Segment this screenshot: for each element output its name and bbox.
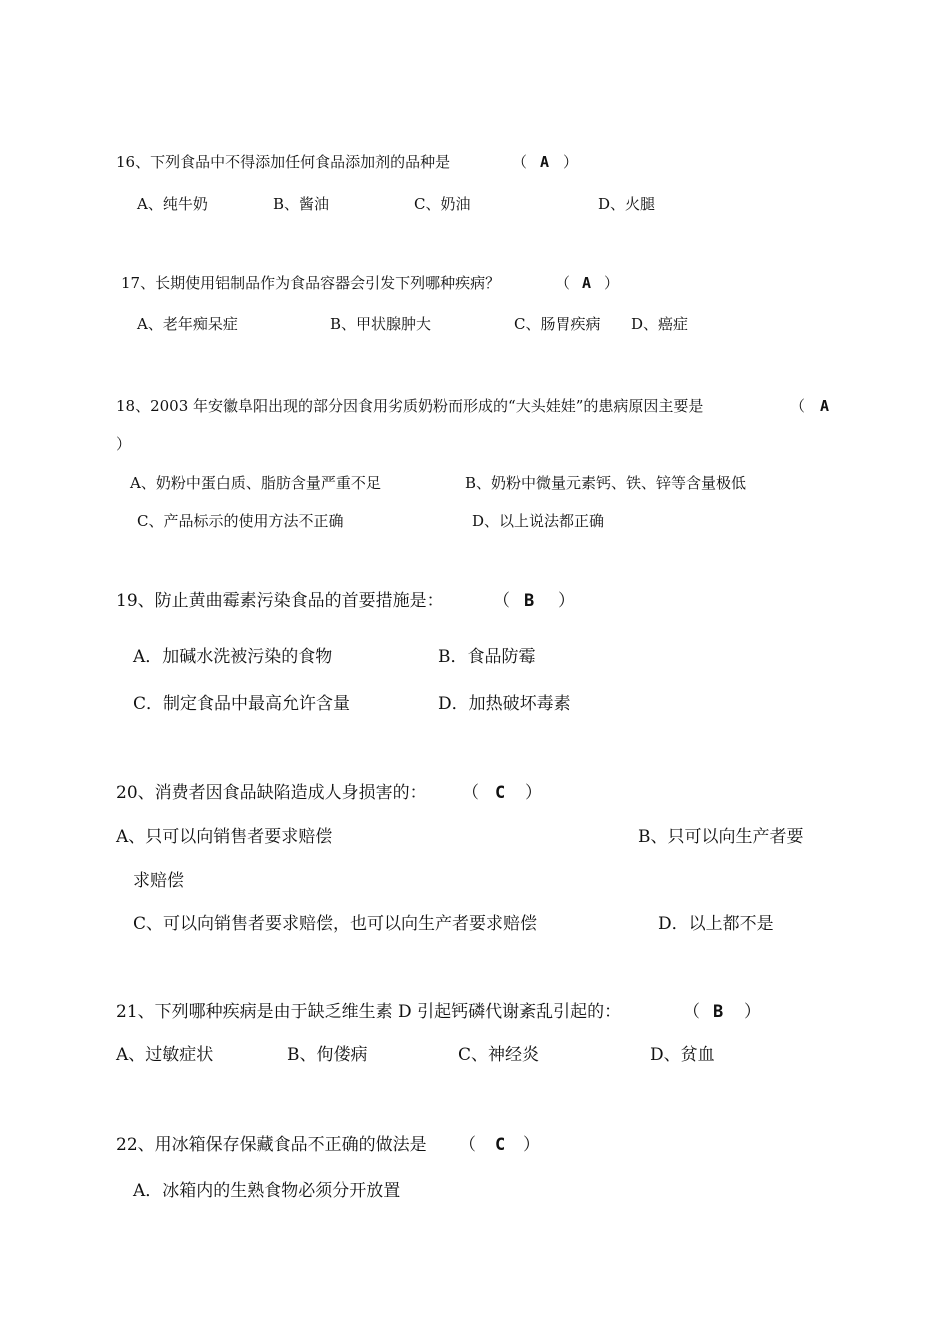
question-21-option-b: B、佝偻病: [287, 1045, 368, 1065]
question-16-paren-close: ）: [563, 153, 579, 171]
question-18-answer: A: [820, 397, 830, 415]
question-16-stem: 16、下列食品中不得添加任何食品添加剂的品种是: [116, 153, 451, 171]
question-19-option-d: D．加热破坏毒素: [438, 694, 571, 714]
question-20-option-c: C、可以向销售者要求赔偿，也可以向生产者要求赔偿: [133, 914, 538, 934]
question-22-paren-open: （: [459, 1135, 476, 1155]
question-19-paren-close: ）: [558, 591, 575, 611]
question-17-stem: 17、长期使用铝制品作为食品容器会引发下列哪种疾病？: [121, 274, 501, 292]
question-19-answer: B: [524, 591, 535, 611]
question-20-stem: 20、消费者因食品缺陷造成人身损害的：: [116, 783, 427, 803]
question-20-option-d: D．以上都不是: [658, 914, 774, 934]
question-20-answer: C: [495, 783, 506, 803]
question-17-paren-close: ）: [604, 274, 620, 292]
question-20-option-b: B、只可以向生产者要: [638, 827, 804, 847]
question-17-answer: A: [582, 274, 592, 292]
question-21-option-c: C、神经炎: [458, 1045, 540, 1065]
question-20-paren-close: ）: [525, 783, 542, 803]
question-22-option-a: A．冰箱内的生熟食物必须分开放置: [133, 1181, 401, 1201]
question-20-paren-open: （: [462, 783, 479, 803]
question-17-option-d: D、癌症: [631, 315, 689, 333]
question-18-option-a: A、奶粉中蛋白质、脂肪含量严重不足: [130, 474, 381, 492]
question-16-option-d: D、火腿: [598, 195, 656, 213]
question-20-option-a: A、只可以向销售者要求赔偿: [116, 827, 333, 847]
question-17-option-a: A、老年痴呆症: [137, 315, 238, 333]
question-19-stem: 19、防止黄曲霉素污染食品的首要措施是：: [116, 591, 444, 611]
question-16-answer: A: [540, 153, 550, 171]
question-22-stem: 22、用冰箱保存保藏食品不正确的做法是: [116, 1135, 427, 1155]
question-21-paren-open: （: [683, 1002, 700, 1022]
question-18-option-c: C、产品标示的使用方法不正确: [137, 512, 344, 530]
question-16-option-c: C、奶油: [414, 195, 471, 213]
question-20-option-b-continued: 求赔偿: [133, 871, 184, 891]
question-16-option-a: A、纯牛奶: [137, 195, 208, 213]
question-18-paren-close: ）: [116, 435, 132, 453]
question-21-paren-close: ）: [744, 1002, 761, 1022]
question-22-answer: C: [495, 1135, 506, 1155]
question-19-paren-open: （: [493, 591, 510, 611]
question-18-stem: 18、2003 年安徽阜阳出现的部分因食用劣质奶粉而形成的“大头娃娃”的患病原因主要是: [116, 397, 704, 415]
question-17-option-b: B、甲状腺肿大: [330, 315, 432, 333]
question-19-option-a: A．加碱水洗被污染的食物: [133, 647, 333, 667]
question-22-paren-close: ）: [523, 1135, 540, 1155]
question-19-option-c: C．制定食品中最高允许含量: [133, 694, 351, 714]
question-17-paren-open: （: [555, 274, 571, 292]
question-21-stem: 21、下列哪种疾病是由于缺乏维生素 D 引起钙磷代谢紊乱引起的：: [116, 1002, 622, 1022]
question-18-option-b: B、奶粉中微量元素钙、铁、锌等含量极低: [465, 474, 747, 492]
question-21-answer: B: [713, 1002, 724, 1022]
question-17-option-c: C、肠胃疾病: [514, 315, 601, 333]
question-16-paren-open: （: [512, 153, 528, 171]
question-16-option-b: B、酱油: [273, 195, 330, 213]
question-19-option-b: B．食品防霉: [438, 647, 536, 667]
question-21-option-d: D、贫血: [650, 1045, 715, 1065]
question-18-option-d: D、以上说法都正确: [472, 512, 605, 530]
question-21-option-a: A、过敏症状: [116, 1045, 214, 1065]
question-18-paren-open: （: [790, 397, 806, 415]
